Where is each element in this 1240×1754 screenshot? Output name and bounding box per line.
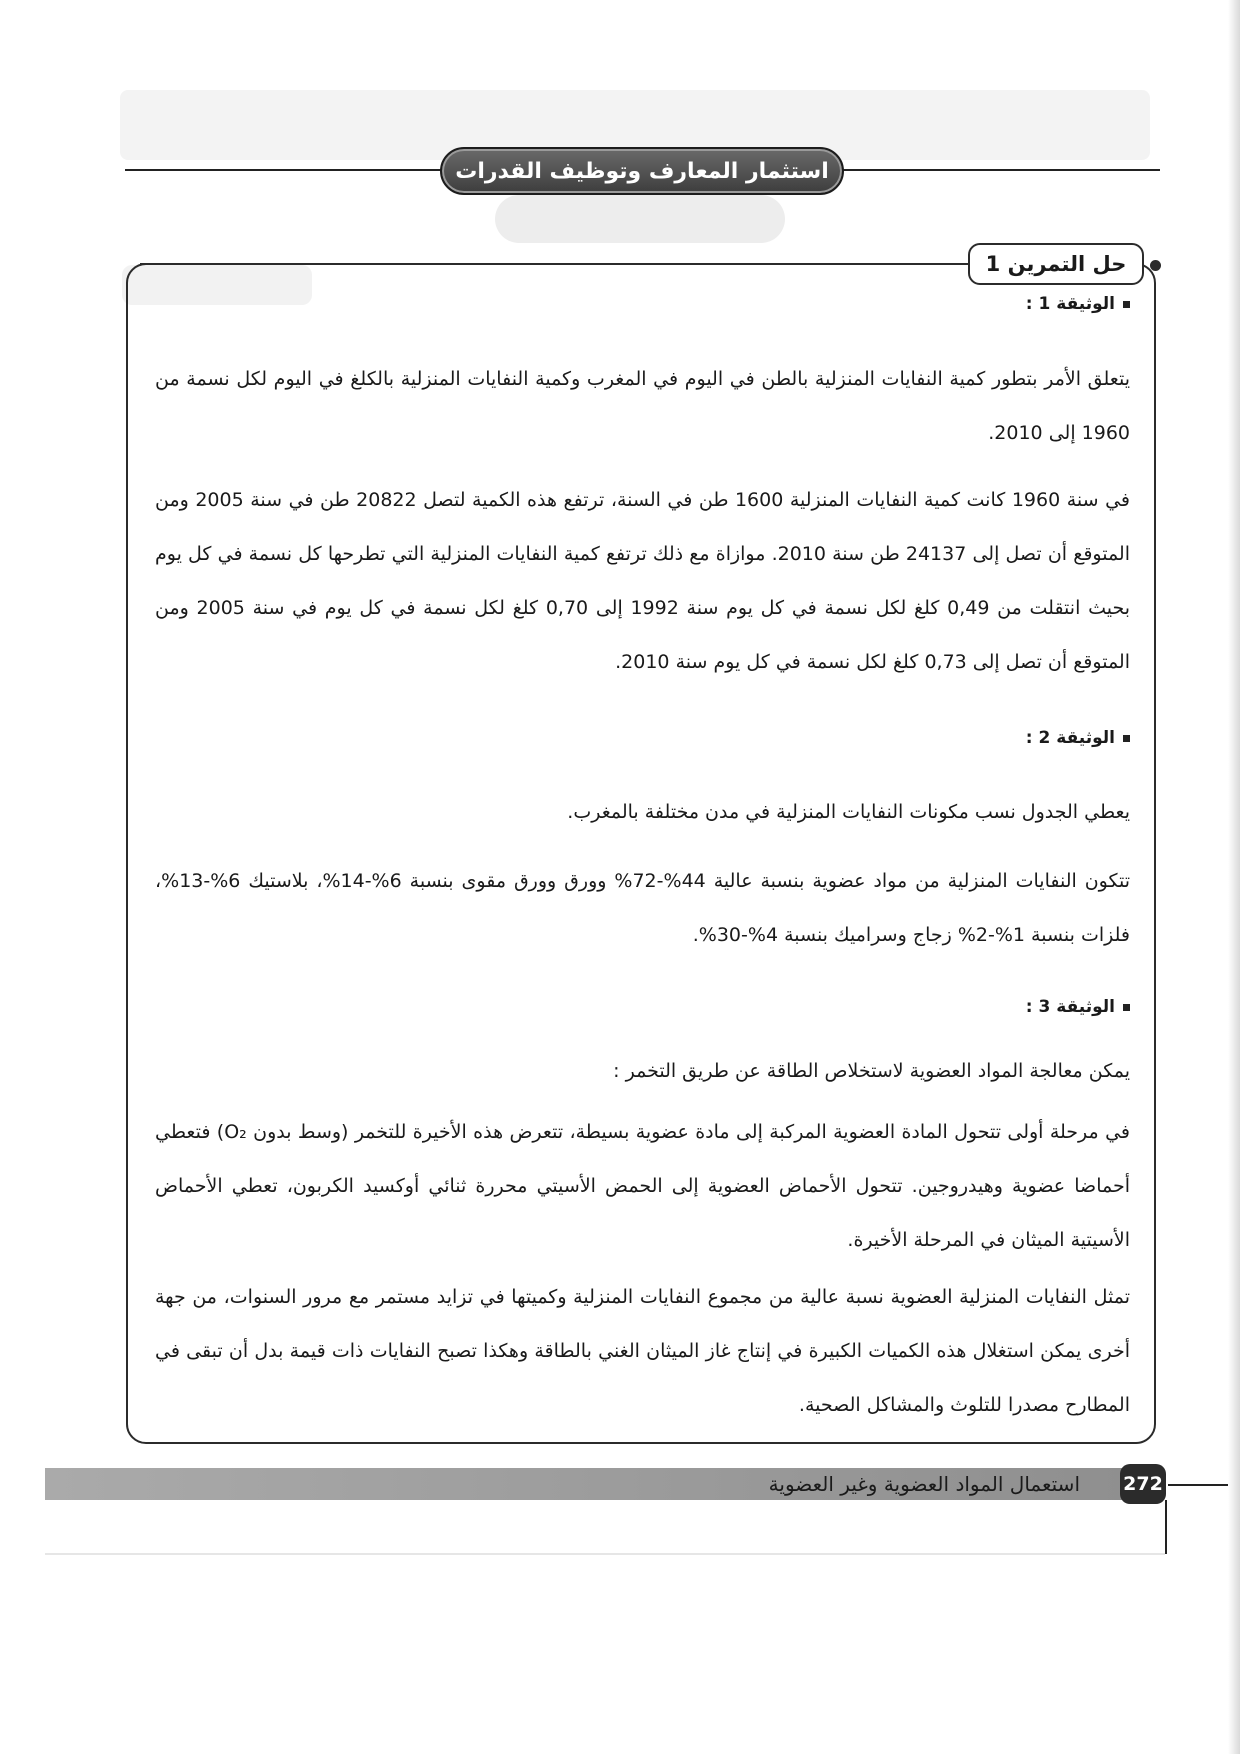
square-bullet-icon — [1123, 735, 1130, 742]
document-2-heading — [1026, 728, 1130, 748]
footer-chapter-title: استعمال المواد العضوية وغير العضوية — [768, 1472, 1080, 1496]
document-2-heading-text: الوثيقة 2 : — [1025, 728, 1115, 748]
bleed-through-pill — [495, 195, 785, 243]
document-1-paragraph-1: يتعلق الأمر بتطور كمية النفايات المنزلية بالطن في اليوم في المغرب وكمية النفايات المنزلية بالكلغ في اليوم لكل نسمة من 1960 إلى 2010. — [155, 368, 1130, 444]
document-3-paragraph-2: في مرحلة أولى تتحول المادة العضوية المركبة إلى مادة عضوية بسيطة، تتعرض هذه الأخيرة للتخمر (وسط بدون O₂) فتعطي أحماضا عضوية وهيدروجين. تتحول الأحماض العضوية إلى الحمض الأسيتي محررة ثنائي أوكسيد الكربون، تعطي الأحماض الأسيتية الميثان في المرحلة الأخيرة. — [155, 1121, 1130, 1251]
square-bullet-icon — [1123, 301, 1130, 308]
page-number: 272 — [1120, 1464, 1166, 1504]
section-banner: استثمار المعارف وتوظيف القدرات — [440, 147, 844, 195]
square-bullet-icon — [1123, 1004, 1130, 1011]
page-edge — [45, 1553, 1165, 1555]
exercise-tab: حل التمرين 1 — [968, 243, 1144, 285]
document-2-paragraph-1: يعطي الجدول نسب مكونات النفايات المنزلية في مدن مختلفة بالمغرب. — [567, 801, 1130, 823]
header-rule-left — [125, 169, 445, 171]
document-3-paragraph-3: تمثل النفايات المنزلية العضوية نسبة عالية من مجموع النفايات المنزلية وكميتها في تزايد مستمر مع مرور السنوات، من جهة أخرى يمكن استغلال هذه الكميات الكبيرة في إنتاج غاز الميثان الغني بالطاقة وهكذا تصبح النفايات ذات قيمة بدل أن تبقى في المطارح مصدرا للتلوث والمشاكل الصحية. — [155, 1286, 1130, 1416]
scan-shadow — [1228, 0, 1240, 1754]
document-3-paragraph-1: يمكن معالجة المواد العضوية لاستخلاص الطاقة عن طريق التخمر : — [613, 1060, 1130, 1082]
tab-dot-icon — [1150, 260, 1161, 271]
document-1-heading-text: الوثيقة 1 : — [1025, 294, 1115, 314]
document-1-heading — [1026, 294, 1130, 314]
header-rule-right — [838, 169, 1160, 171]
document-3-heading-text: الوثيقة 3 : — [1025, 997, 1115, 1017]
document-3-heading — [1026, 997, 1130, 1017]
document-1-paragraph-2: في سنة 1960 كانت كمية النفايات المنزلية 1600 طن في السنة، ترتفع هذه الكمية لتصل 20822 طن في سنة 2005 ومن المتوقع أن تصل إلى 24137 طن سنة 2010. موازاة مع ذلك ترتفع كمية النفايات المنزلية التي تطرحها كل نسمة في كل يوم بحيث انتقلت من 0,49 كلغ لكل نسمة في كل يوم سنة 1992 إلى 0,70 كلغ لكل نسمة في كل يوم في سنة 2005 ومن المتوقع أن تصل إلى 0,73 كلغ لكل نسمة في كل يوم سنة 2010. — [155, 489, 1131, 673]
exercise-frame-top-rule — [140, 263, 970, 265]
footer-tick — [1165, 1500, 1167, 1554]
document-2-paragraph-2: تتكون النفايات المنزلية من مواد عضوية بنسبة عالية 44%-72% وورق وورق مقوى بنسبة 6%-14%، بلاستيك 6%-13%، فلزات بنسبة 1%-2% زجاج وسراميك بنسبة 4%-30%. — [155, 870, 1131, 946]
